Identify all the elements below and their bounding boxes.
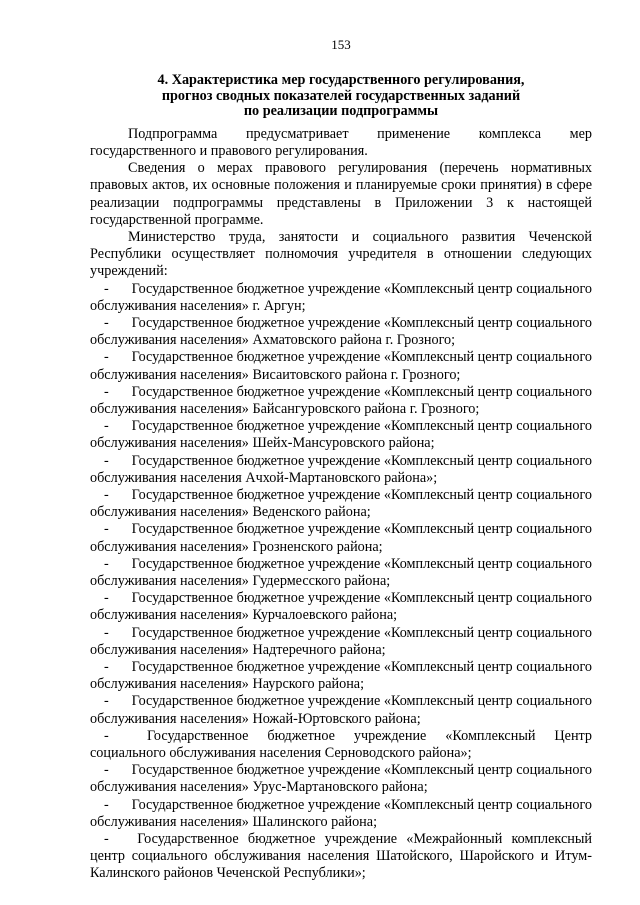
list-item: [90, 693, 592, 727]
list-item: [90, 281, 592, 315]
list-item: [90, 831, 592, 883]
page-number: 153: [331, 37, 351, 52]
list-item: [90, 453, 592, 487]
institution-name: Государственное бюджетное учреждение «Комплексный центр социального обслуживания населения» Ахматовского района г. Грозного;: [90, 314, 593, 349]
heading-line: прогноз сводных показателей государственных заданий: [161, 87, 521, 104]
list-dash: -: [104, 486, 109, 503]
institution-name: Государственное бюджетное учреждение «Межрайонный комплексный центр социального обслуживания населения Шатойского, Шаройского и Итум-Калинского районов Чеченской Республики»;: [90, 831, 592, 882]
list-item: [90, 487, 592, 521]
list-dash: -: [104, 418, 109, 435]
list-dash: -: [104, 659, 109, 675]
institution-name: Государственное бюджетное учреждение «Комплексный центр социального обслуживания населения» Висаитовского района г. Грозного;: [90, 349, 593, 383]
heading-line: по реализации подпрограммы: [243, 103, 439, 120]
section-heading: [90, 73, 592, 120]
list-dash: -: [104, 693, 109, 710]
list-dash: -: [104, 452, 109, 469]
institution-list: [90, 281, 592, 883]
institution-name: Государственное бюджетное учреждение «Комплексный центр социального обслуживания населения» Надтеречного района;: [90, 624, 593, 658]
list-dash: -: [104, 280, 109, 297]
institution-name: Государственное бюджетное учреждение «Комплексный центр социального обслуживания населения Ачхой-Мартановского района»;: [90, 452, 593, 486]
institution-name: Государственное бюджетное учреждение «Комплексный центр социального обслуживания населения» Шейх-Мансуровского района;: [90, 418, 593, 452]
institution-name: Государственное бюджетное учреждение «Комплексный Центр социального обслуживания населения Серноводского района»;: [90, 727, 593, 762]
institution-name: Государственное бюджетное учреждение «Комплексный центр социального обслуживания населения» г. Аргун;: [90, 280, 593, 314]
list-dash: -: [104, 796, 109, 813]
institution-name: Государственное бюджетное учреждение «Комплексный центр социального обслуживания населения» Веденского района;: [90, 486, 593, 521]
institution-name: Государственное бюджетное учреждение «Комплексный центр социального обслуживания населения» Урус-Мартановского района;: [90, 762, 593, 796]
paragraph: Сведения о мерах правового регулирования (перечень нормативных правовых актов, их основные положения и планируемые сроки принятия) в сфере реализации подпрограммы представлены в Приложении 3 к настоящей государственной программе.: [90, 160, 592, 228]
list-dash: -: [104, 555, 109, 572]
heading-line: 4. Характеристика мер государственного регулирования,: [157, 72, 525, 89]
list-item: [90, 590, 592, 624]
list-item: [90, 384, 592, 418]
list-dash: -: [104, 383, 109, 400]
institution-name: Государственное бюджетное учреждение «Комплексный центр социального обслуживания населения» Ножай-Юртовского района;: [90, 693, 593, 727]
institution-name: Государственное бюджетное учреждение «Комплексный центр социального обслуживания населения» Шалинского района;: [90, 796, 593, 830]
list-item: [90, 418, 592, 452]
list-item: [90, 556, 592, 590]
list-dash: -: [104, 831, 109, 848]
institution-name: Государственное бюджетное учреждение «Комплексный центр социального обслуживания населения» Наурского района;: [90, 659, 593, 693]
list-item: [90, 521, 592, 555]
institution-name: Государственное бюджетное учреждение «Комплексный центр социального обслуживания населения» Грозненского района;: [90, 521, 593, 555]
list-dash: -: [104, 590, 109, 607]
list-dash: -: [104, 727, 109, 744]
list-item: [90, 315, 592, 349]
list-dash: -: [104, 521, 109, 538]
list-item: [90, 797, 592, 831]
list-dash: -: [104, 314, 109, 331]
paragraph: Министерство труда, занятости и социального развития Чеченской Республики осуществляет полномочия учредителя в отношении следующих учреждений:: [90, 228, 592, 280]
list-item: [90, 762, 592, 796]
paragraph: Подпрограмма предусматривает применение комплекса мер государственного и правового регулирования.: [90, 125, 592, 159]
institution-name: Государственное бюджетное учреждение «Комплексный центр социального обслуживания населения» Курчалоевского района;: [90, 590, 593, 624]
list-item: [90, 349, 592, 383]
list-dash: -: [104, 349, 109, 366]
list-dash: -: [104, 624, 109, 641]
list-item: [90, 659, 592, 693]
list-item: [90, 728, 592, 762]
list-dash: -: [104, 762, 109, 779]
institution-name: Государственное бюджетное учреждение «Комплексный центр социального обслуживания населения» Байсангуровского района г. Грозного;: [90, 383, 593, 417]
institution-name: Государственное бюджетное учреждение «Комплексный центр социального обслуживания населения» Гудермесского района;: [90, 555, 593, 589]
list-item: [90, 625, 592, 659]
